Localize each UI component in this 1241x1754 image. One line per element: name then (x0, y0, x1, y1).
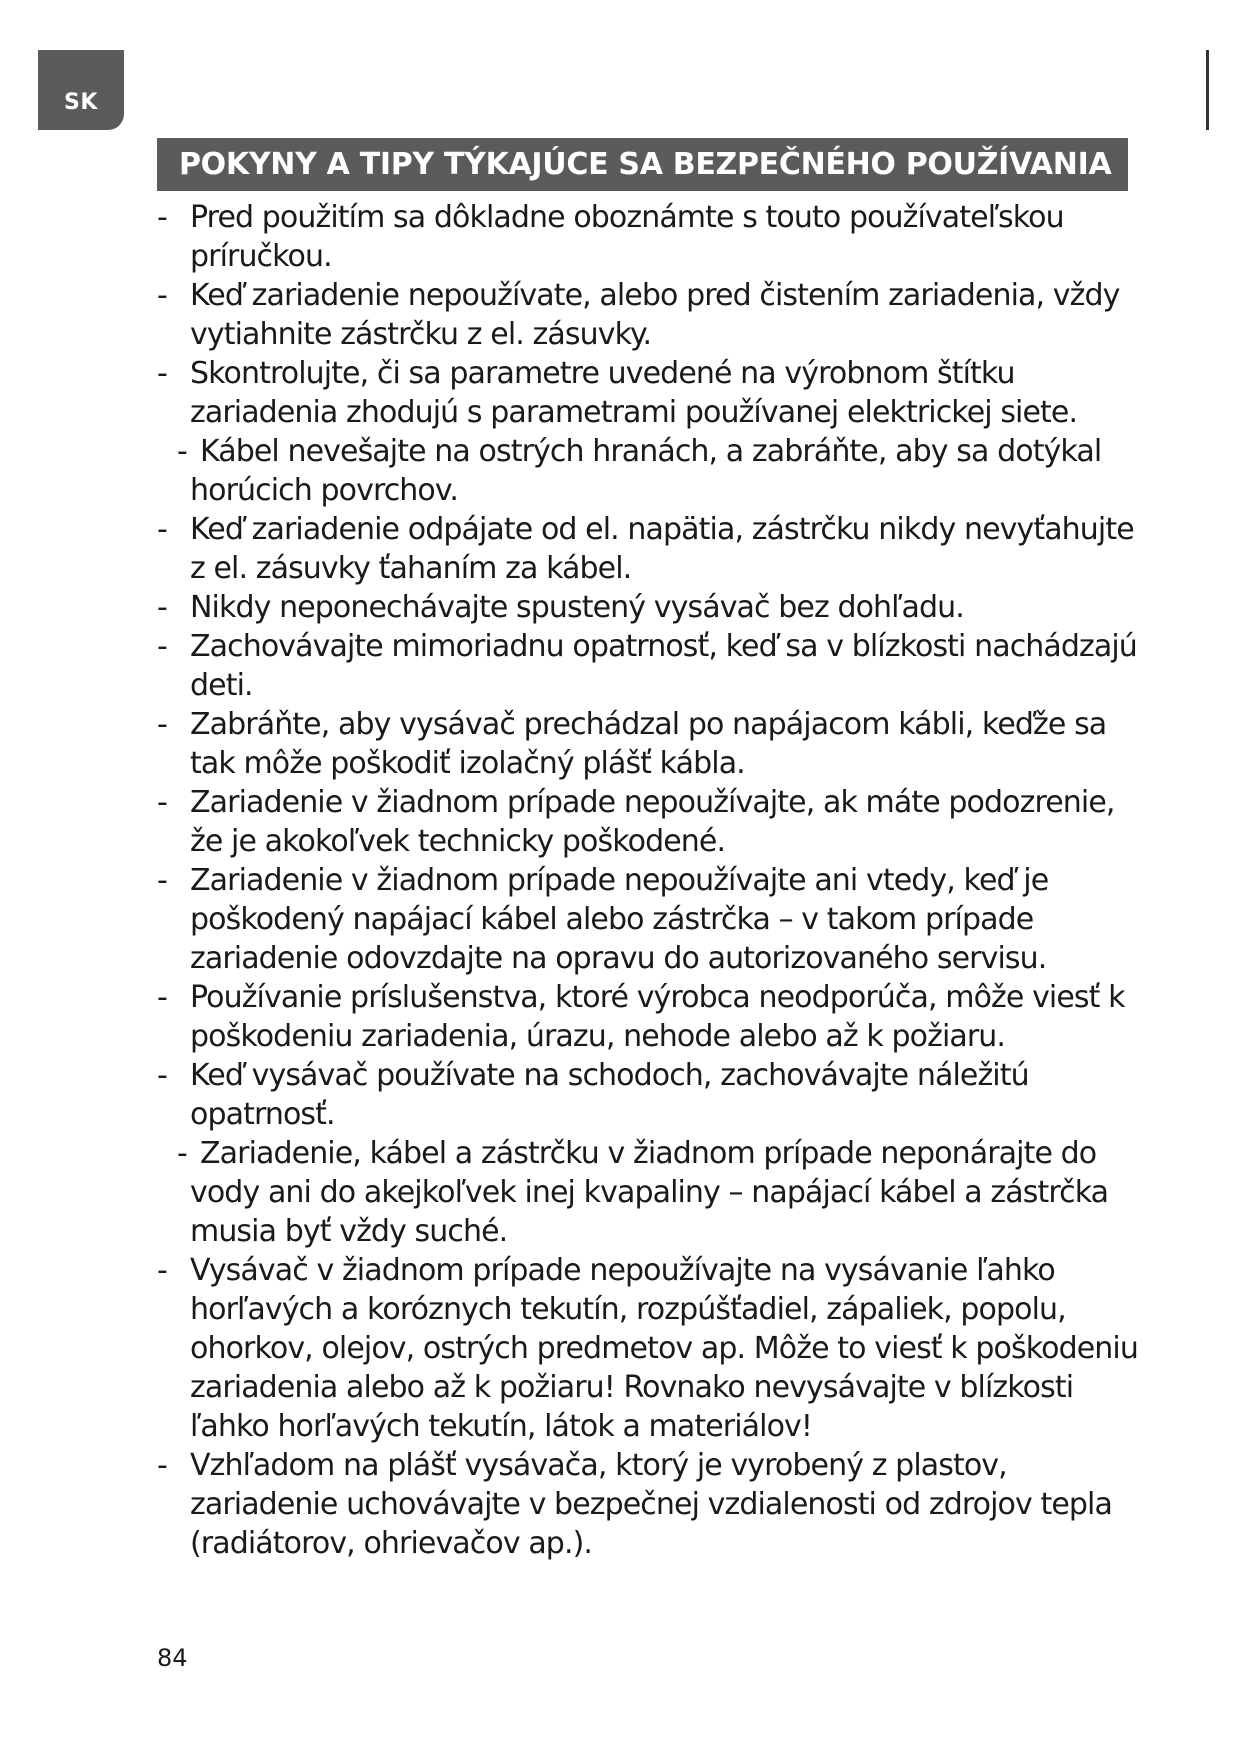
list-item-text: Zariadenie v žiadnom prípade nepoužívajte ani vtedy, keď je poškodený napájací kábel alebo zástrčka – v takom prípade zariadenie odovzdajte na opravu do autorizovaného servisu. (190, 863, 1049, 976)
list-item (155, 1446, 1155, 1563)
list-item (155, 588, 1155, 627)
list-item (155, 627, 1155, 705)
bullet-dash: - (157, 356, 167, 391)
list-item (155, 276, 1155, 354)
list-item (155, 432, 1155, 510)
list-item-text: Kábel nevešajte na ostrých hranách, a zabráňte, aby sa dotýkal horúcich povrchov. (190, 434, 1102, 508)
bullet-dash: - (177, 434, 187, 469)
list-item-text: Skontrolujte, či sa parametre uvedené na výrobnom štítku zariadenia zhodujú s parametrami používanej elektrickej siete. (190, 356, 1078, 430)
bullet-dash: - (177, 1136, 187, 1171)
bullet-dash: - (157, 785, 167, 820)
bullet-dash: - (157, 590, 167, 625)
page-number: 84 (157, 1644, 188, 1672)
bullet-dash: - (157, 707, 167, 742)
bullet-dash: - (157, 1448, 167, 1483)
list-item-text: Nikdy neponechávajte spustený vysávač bez dohľadu. (190, 590, 964, 625)
list-item (155, 705, 1155, 783)
list-item (155, 1134, 1155, 1251)
language-tab: SK (38, 50, 124, 130)
list-item-text: Používanie príslušenstva, ktoré výrobca neodporúča, môže viesť k poškodeniu zariadenia, úrazu, nehode alebo až k požiaru. (190, 980, 1125, 1054)
list-item (155, 354, 1155, 432)
bullet-dash: - (157, 863, 167, 898)
bullet-dash: - (157, 1253, 167, 1288)
list-item-text: Keď zariadenie odpájate od el. napätia, zástrčku nikdy nevyťahujte z el. zásuvky ťahaním za kábel. (190, 512, 1134, 586)
list-item-text: Pred použitím sa dôkladne oboznámte s touto používateľskou príručkou. (190, 200, 1064, 274)
list-item (155, 783, 1155, 861)
bullet-dash: - (157, 980, 167, 1015)
list-item-text: Keď vysávač používate na schodoch, zachovávajte náležitú opatrnosť. (190, 1058, 1029, 1132)
list-item-text: Zariadenie v žiadnom prípade nepoužívajte, ak máte podozrenie, že je akokoľvek technicky poškodené. (190, 785, 1115, 859)
list-item-text: Zachovávajte mimoriadnu opatrnosť, keď sa v blízkosti nachádzajú deti. (190, 629, 1137, 703)
list-item-text: Vysávač v žiadnom prípade nepoužívajte na vysávanie ľahko horľavých a koróznych tekutín, rozpúšťadiel, zápaliek, popolu, ohorkov, olejov, ostrých predmetov ap. Môže to viesť k poškodeniu zariadenia alebo až k požiaru! Rovnako nevysávajte v blízkosti ľahko horľavých tekutín, látok a materiálov! (190, 1253, 1138, 1444)
bullet-dash: - (157, 512, 167, 547)
list-item (155, 198, 1155, 276)
list-item (155, 1251, 1155, 1446)
list-item-text: Zabráňte, aby vysávač prechádzal po napájacom kábli, keďže sa tak môže poškodiť izolačný plášť kábla. (190, 707, 1107, 781)
list-item-text: Keď zariadenie nepoužívate, alebo pred čistením zariadenia, vždy vytiahnite zástrčku z el. zásuvky. (190, 278, 1120, 352)
bullet-dash: - (157, 1058, 167, 1093)
list-item (155, 861, 1155, 978)
bullet-dash: - (157, 200, 167, 235)
list-item (155, 978, 1155, 1056)
margin-rule (1206, 50, 1209, 130)
safety-instructions-list (155, 198, 1155, 1563)
bullet-dash: - (157, 629, 167, 664)
list-item (155, 1056, 1155, 1134)
bullet-dash: - (157, 278, 167, 313)
list-item (155, 510, 1155, 588)
list-item-text: Vzhľadom na plášť vysávača, ktorý je vyrobený z plastov, zariadenie uchovávajte v bezpečnej vzdialenosti od zdrojov tepla (radiátorov, ohrievačov ap.). (190, 1448, 1112, 1561)
section-heading: POKYNY A TIPY TÝKAJÚCE SA BEZPEČNÉHO POUŽÍVANIA (157, 138, 1128, 191)
list-item-text: Zariadenie, kábel a zástrčku v žiadnom prípade neponárajte do vody ani do akejkoľvek inej kvapaliny – napájací kábel a zástrčka musia byť vždy suché. (190, 1136, 1109, 1249)
